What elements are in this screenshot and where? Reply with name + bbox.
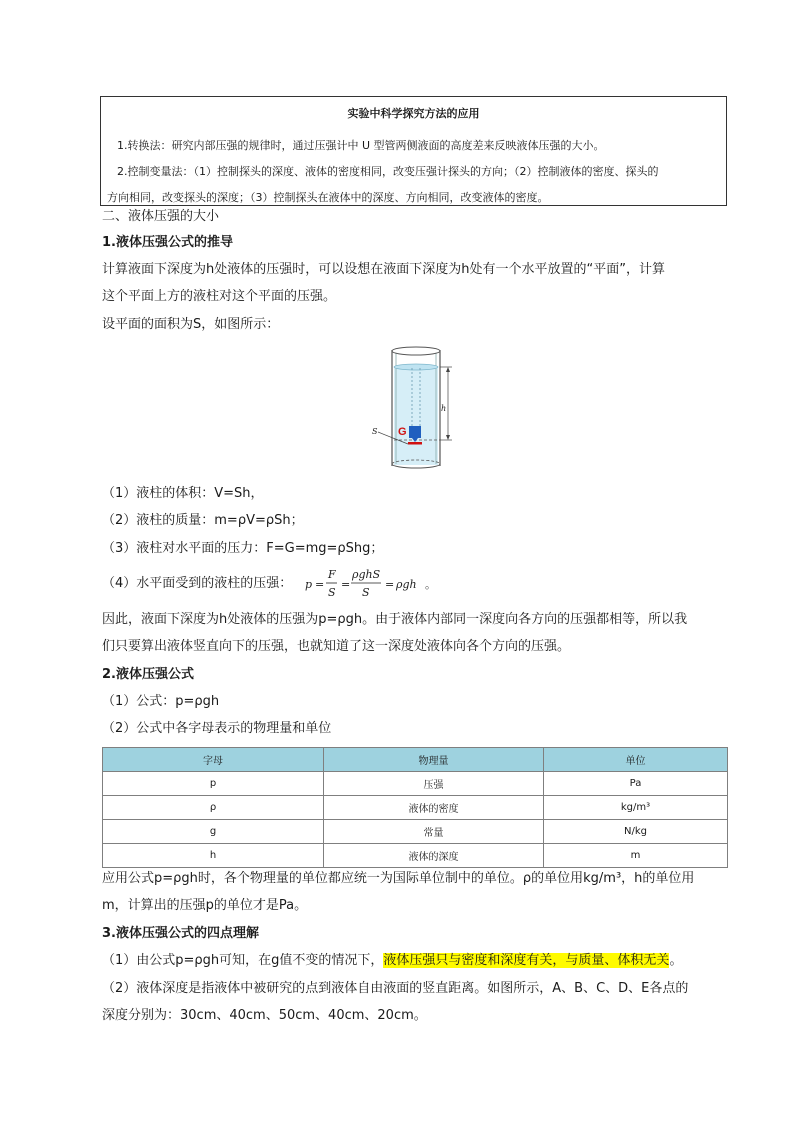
formula-S-1: S — [328, 586, 336, 599]
formula-end: 。 — [425, 578, 436, 591]
formula-S-2: S — [362, 586, 370, 599]
table-cell: g — [103, 820, 324, 844]
formula-rhogh: ρgh — [396, 578, 417, 591]
method-line-3: 方向相同，改变探头的深度；（3）控制探头在液体中的深度、方向相同，改变液体的密度。 — [107, 191, 549, 204]
table-cell: 液体的密度 — [324, 796, 544, 820]
step-2: （2）液柱的质量：m=ρV=ρSh； — [102, 513, 304, 528]
section-heading: 二、液体压强的大小 — [102, 209, 220, 224]
method-line-2: 2.控制变量法：（1）控制探头的深度、液体的密度相同，改变压强计探头的方向；（2）控制液体的密度、探头的 — [117, 165, 659, 178]
table-header-cell: 单位 — [544, 748, 728, 772]
formula-line-2: （2）公式中各字母表示的物理量和单位 — [102, 721, 332, 736]
understanding-1-suffix: 。 — [669, 953, 683, 968]
table-cell: 液体的深度 — [324, 844, 544, 868]
table-cell: h — [103, 844, 324, 868]
formula-line-1: （1）公式：p=ρgh — [102, 694, 220, 709]
table-header-cell: 物理量 — [324, 748, 544, 772]
subheading-formula: 2.液体压强公式 — [102, 667, 194, 682]
understanding-2a: （2）液体深度是指液体中被研究的点到液体自由液面的竖直距离。如图所示，A、B、C、D、E各点的 — [102, 981, 689, 996]
table-cell: 常量 — [324, 820, 544, 844]
table-cell: ρ — [103, 796, 324, 820]
table-cell: 压强 — [324, 772, 544, 796]
subheading-understanding: 3.液体压强公式的四点理解 — [102, 926, 259, 941]
method-line-1: 1.转换法：研究内部压强的规律时，通过压强计中 U 型管两侧液面的高度差来反映液体压强的大小。 — [117, 139, 605, 152]
table-cell: m — [544, 844, 728, 868]
table-row — [103, 772, 728, 796]
formula-eq-2: = — [341, 578, 351, 591]
table-row — [103, 844, 728, 868]
step-1: （1）液柱的体积：V=Sh， — [102, 486, 264, 501]
formula-p: p — [305, 578, 313, 591]
method-box — [100, 96, 727, 206]
highlighted-text: 液体压强只与密度和深度有关，与质量、体积无关 — [383, 953, 670, 968]
formula-rhoghS: ρghS — [352, 568, 381, 581]
pressure-formula — [305, 567, 440, 601]
table-row — [103, 796, 728, 820]
formula-eq-1: = — [315, 578, 325, 591]
paragraph-1b: 这个平面上方的液柱对这个平面的压强。 — [102, 289, 337, 304]
subheading-derivation: 1.液体压强公式的推导 — [102, 235, 233, 250]
understanding-1-prefix: （1）由公式p=ρgh可知，在g值不变的情况下， — [102, 953, 384, 968]
table-cell: p — [103, 772, 324, 796]
symbols-table — [102, 747, 728, 868]
liquid-column-figure — [368, 344, 468, 474]
paragraph-3b: 们只要算出液体竖直向下的压强，也就知道了这一深度处液体向各个方向的压强。 — [102, 639, 571, 654]
paragraph-4b: m，计算出的压强p的单位才是Pa。 — [102, 898, 308, 913]
method-box-title: 实验中科学探究方法的应用 — [347, 107, 480, 120]
table-cell: N/kg — [544, 820, 728, 844]
formula-eq-3: = — [385, 578, 395, 591]
formula-F: F — [328, 568, 336, 581]
paragraph-2: 设平面的面积为S，如图所示： — [102, 317, 280, 332]
understanding-1 — [102, 952, 682, 970]
figure-label-h: h — [441, 404, 447, 413]
paragraph-4a: 应用公式p=ρgh时，各个物理量的单位都应统一为国际单位制中的单位。ρ的单位用kg/m³，h的单位用 — [102, 871, 695, 886]
figure-label-s: S — [372, 427, 378, 436]
table-cell: kg/m³ — [544, 796, 728, 820]
step-3: （3）液柱对水平面的压力：F=G=mg=ρShg； — [102, 541, 384, 556]
table-header-cell: 字母 — [103, 748, 324, 772]
table-cell: Pa — [544, 772, 728, 796]
understanding-2b: 深度分别为：30cm、40cm、50cm、40cm、20cm。 — [102, 1008, 427, 1023]
paragraph-3a: 因此，液面下深度为h处液体的压强为p=ρgh。由于液体内部同一深度向各方向的压强都相等，所以我 — [102, 612, 688, 627]
table-header-row — [103, 748, 728, 772]
step-4: （4）水平面受到的液柱的压强： — [102, 576, 293, 591]
table-row — [103, 820, 728, 844]
figure-label-g: G — [398, 426, 407, 438]
paragraph-1a: 计算液面下深度为h处液体的压强时，可以设想在液面下深度为h处有一个水平放置的“平面”，计算 — [102, 262, 665, 277]
